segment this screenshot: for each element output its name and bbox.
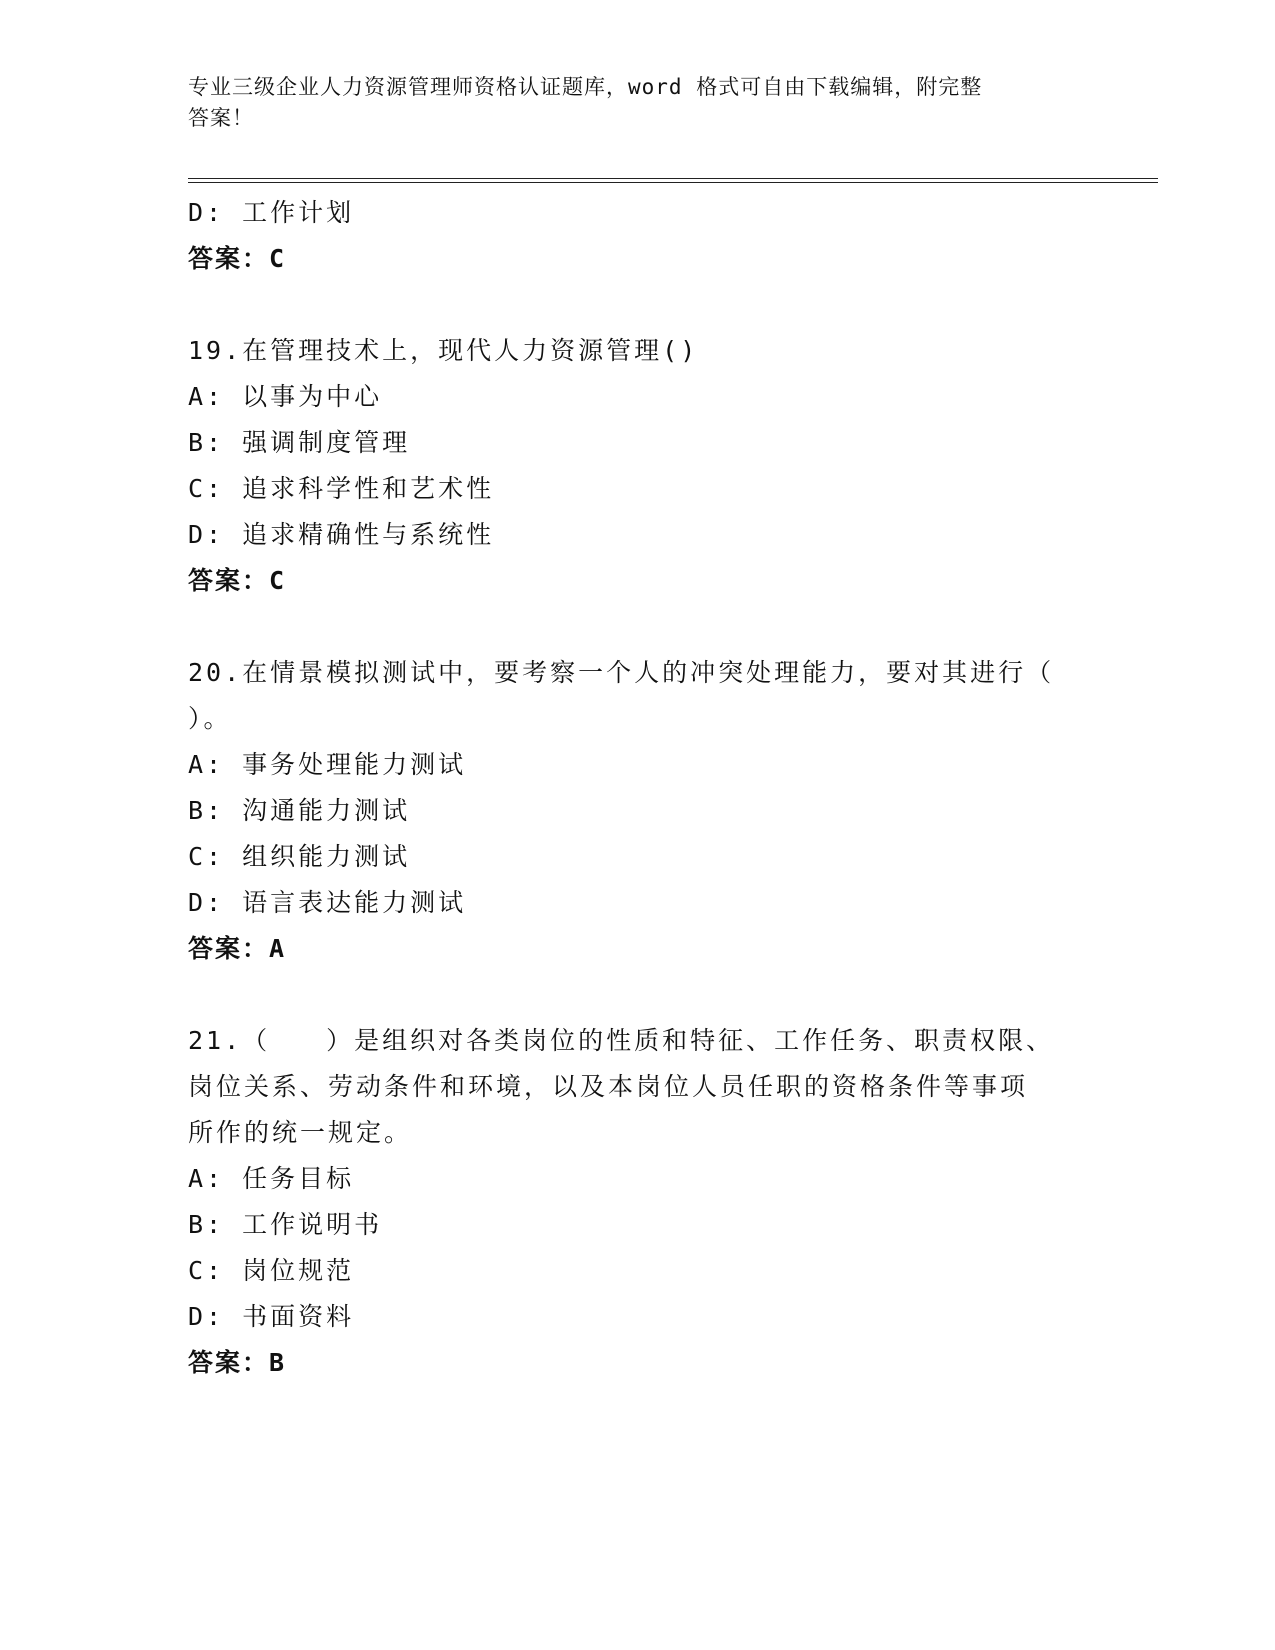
option-b: B: 工作说明书 bbox=[188, 1210, 383, 1239]
option-b: B: 沟通能力测试 bbox=[188, 796, 411, 825]
option-d: D: 书面资料 bbox=[188, 1302, 355, 1331]
question-title-line-3: 所作的统一规定。 bbox=[188, 1118, 413, 1147]
option-d: D: 语言表达能力测试 bbox=[188, 888, 467, 917]
question-19 bbox=[188, 328, 1088, 604]
question-title-line-1: 21.（ ）是组织对各类岗位的性质和特征、工作任务、职责权限、 bbox=[188, 1026, 1055, 1055]
spacer bbox=[188, 604, 1088, 650]
spacer bbox=[188, 972, 1088, 1018]
option-a: A: 以事为中心 bbox=[188, 382, 383, 411]
question-21 bbox=[188, 1018, 1088, 1386]
header-line-1: 专业三级企业人力资源管理师资格认证题库，word 格式可自由下载编辑，附完整 bbox=[188, 75, 983, 99]
page-header bbox=[188, 72, 1068, 134]
option-d: D: 追求精确性与系统性 bbox=[188, 520, 495, 549]
spacer bbox=[188, 282, 1088, 328]
option-c: C: 追求科学性和艺术性 bbox=[188, 474, 495, 503]
answer: 答案：B bbox=[188, 1348, 287, 1377]
header-rule bbox=[188, 178, 1158, 183]
option-a: A: 事务处理能力测试 bbox=[188, 750, 467, 779]
document-body bbox=[188, 190, 1088, 1386]
question-20 bbox=[188, 650, 1088, 972]
option-b: B: 强调制度管理 bbox=[188, 428, 411, 457]
question-title: 19.在管理技术上，现代人力资源管理() bbox=[188, 336, 699, 365]
answer: 答案：A bbox=[188, 934, 287, 963]
question-title-line-1: 20.在情景模拟测试中，要考察一个人的冲突处理能力，要对其进行（ bbox=[188, 658, 1055, 687]
option-a: A: 任务目标 bbox=[188, 1164, 355, 1193]
answer: 答案：C bbox=[188, 566, 287, 595]
prev-answer: 答案：C bbox=[188, 244, 287, 273]
option-c: C: 组织能力测试 bbox=[188, 842, 411, 871]
option-c: C: 岗位规范 bbox=[188, 1256, 355, 1285]
question-title-line-2: ）。 bbox=[188, 704, 232, 733]
header-line-2: 答案！ bbox=[188, 106, 254, 130]
question-title-line-2: 岗位关系、劳动条件和环境，以及本岗位人员任职的资格条件等事项 bbox=[188, 1072, 1029, 1101]
prev-option-d: D: 工作计划 bbox=[188, 198, 355, 227]
